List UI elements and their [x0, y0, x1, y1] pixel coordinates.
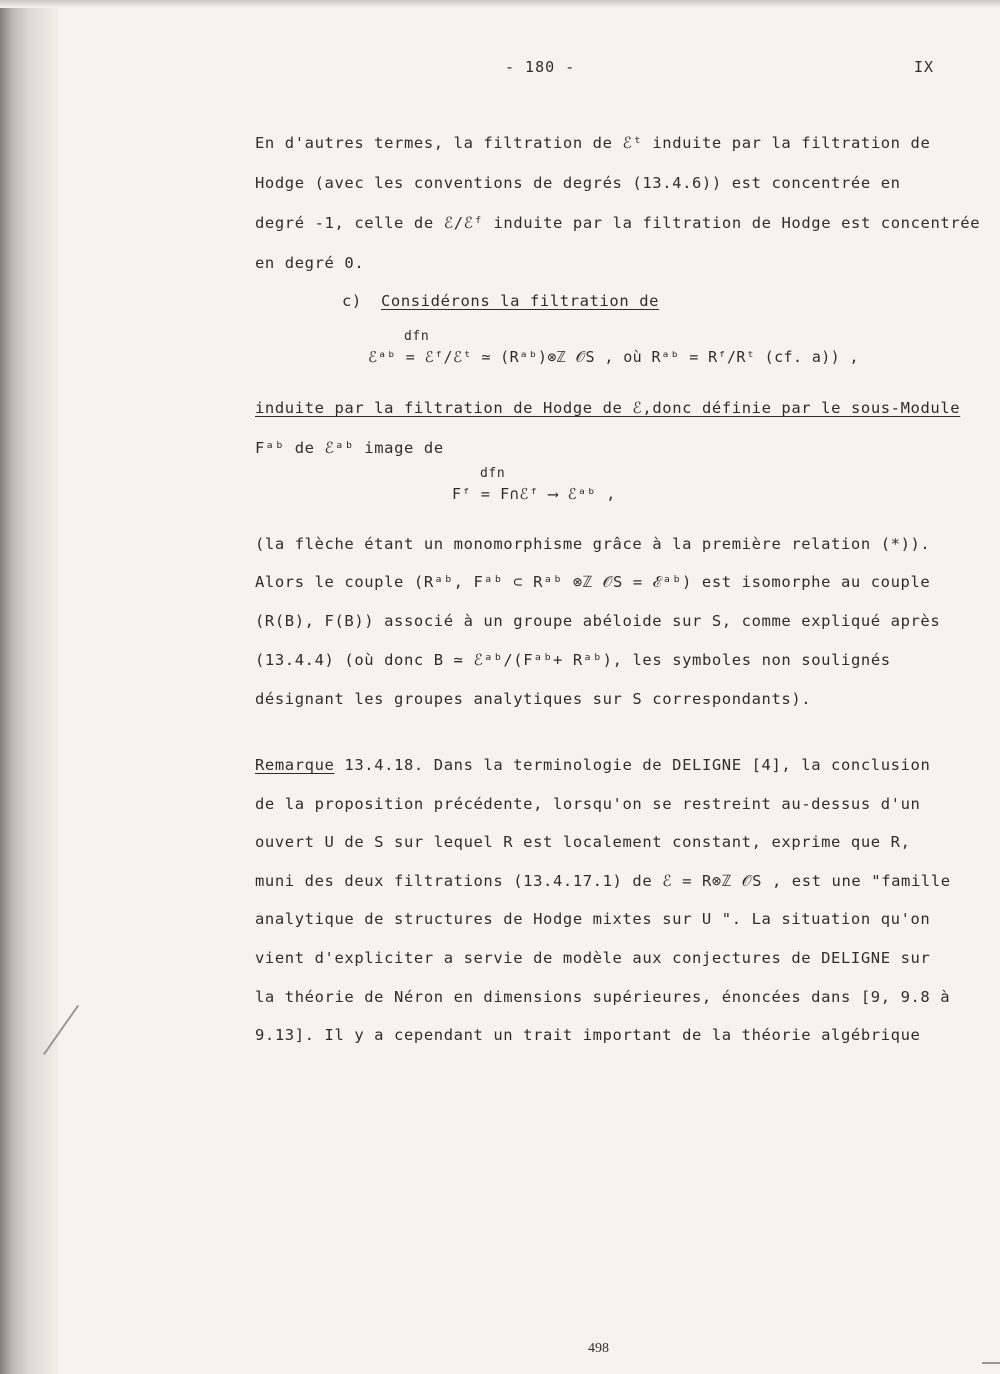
- remark-line-6: vient d'expliciter a servie de modèle aux conjectures de DELIGNE sur: [255, 949, 931, 967]
- paragraph-1-line-2: Hodge (avec les conventions de degrés (13.4.6)) est concentrée en: [255, 174, 901, 192]
- formula-2-definition-mark: dfn: [480, 466, 506, 481]
- formula-1-definition-mark: dfn: [404, 329, 430, 344]
- chapter-number: IX: [914, 58, 935, 76]
- paragraph-3-line-4: (13.4.4) (où donc B ≃ ℰᵃᵇ/(Fᵃᵇ+ Rᵃᵇ), les symboles non soulignés: [255, 651, 891, 669]
- remark-line-8: 9.13]. Il y a cependant un trait important de la théorie algébrique: [255, 1026, 921, 1044]
- paragraph-2-line-2: Fᵃᵇ de ℰᵃᵇ image de: [255, 439, 444, 457]
- paragraph-1-line-1: En d'autres termes, la filtration de ℰᵗ induite par la filtration de: [255, 134, 931, 152]
- paragraph-2-line-1: induite par la filtration de Hodge de ℰ,donc définie par le sous-Module: [255, 399, 961, 417]
- paragraph-1-line-4: en degré 0.: [255, 254, 365, 272]
- remark-label: Remarque: [255, 756, 335, 774]
- remark-line-3: ouvert U de S sur lequel R est localement constant, exprime que R,: [255, 833, 911, 851]
- paragraph-3-line-5: désignant les groupes analytiques sur S correspondants).: [255, 690, 812, 708]
- item-c-label: c): [342, 292, 362, 310]
- paragraph-3-line-2: Alors le couple (Rᵃᵇ, Fᵃᵇ ⊂ Rᵃᵇ ⊗ℤ 𝒪S = ℰᵃᵇ) est isomorphe au couple: [255, 573, 931, 591]
- remark-line-1-text: 13.4.18. Dans la terminologie de DELIGNE [4], la conclusion: [334, 756, 931, 774]
- paragraph-1-line-3: degré -1, celle de ℰ/ℰᶠ induite par la filtration de Hodge est concentrée: [255, 214, 981, 232]
- page-number: - 180 -: [505, 58, 576, 76]
- remark-line-2: de la proposition précédente, lorsqu'on se restreint au-dessus d'un: [255, 795, 921, 813]
- remark-line-4: muni des deux filtrations (13.4.17.1) de ℰ = R⊗ℤ 𝒪S , est une "famille: [255, 872, 951, 890]
- paragraph-3-line-1: (la flèche étant un monomorphisme grâce à la première relation (*)).: [255, 535, 931, 553]
- scan-top-shadow: [0, 0, 1000, 8]
- remark-line-1: [255, 756, 930, 774]
- folio-number: 498: [588, 1341, 609, 1356]
- scan-edge-shadow: [0, 0, 58, 1374]
- paragraph-3-line-3: (R(B), F(B)) associé à un groupe abéloide sur S, comme expliqué après: [255, 612, 941, 630]
- formula-2: Fᶠ = F∩ℰᶠ ⟶ ℰᵃᵇ ,: [452, 485, 616, 503]
- remark-line-5: analytique de structures de Hodge mixtes sur U ". La situation qu'on: [255, 910, 931, 928]
- scan-speck: [982, 1362, 1000, 1364]
- formula-1: ℰᵃᵇ = ℰᶠ/ℰᵗ ≃ (Rᵃᵇ)⊗ℤ 𝒪S , où Rᵃᵇ = Rᶠ/Rᵗ (cf. a)) ,: [368, 348, 859, 366]
- item-c-text: Considérons la filtration de: [381, 292, 660, 310]
- remark-line-7: la théorie de Néron en dimensions supérieures, énoncées dans [9, 9.8 à: [255, 988, 951, 1006]
